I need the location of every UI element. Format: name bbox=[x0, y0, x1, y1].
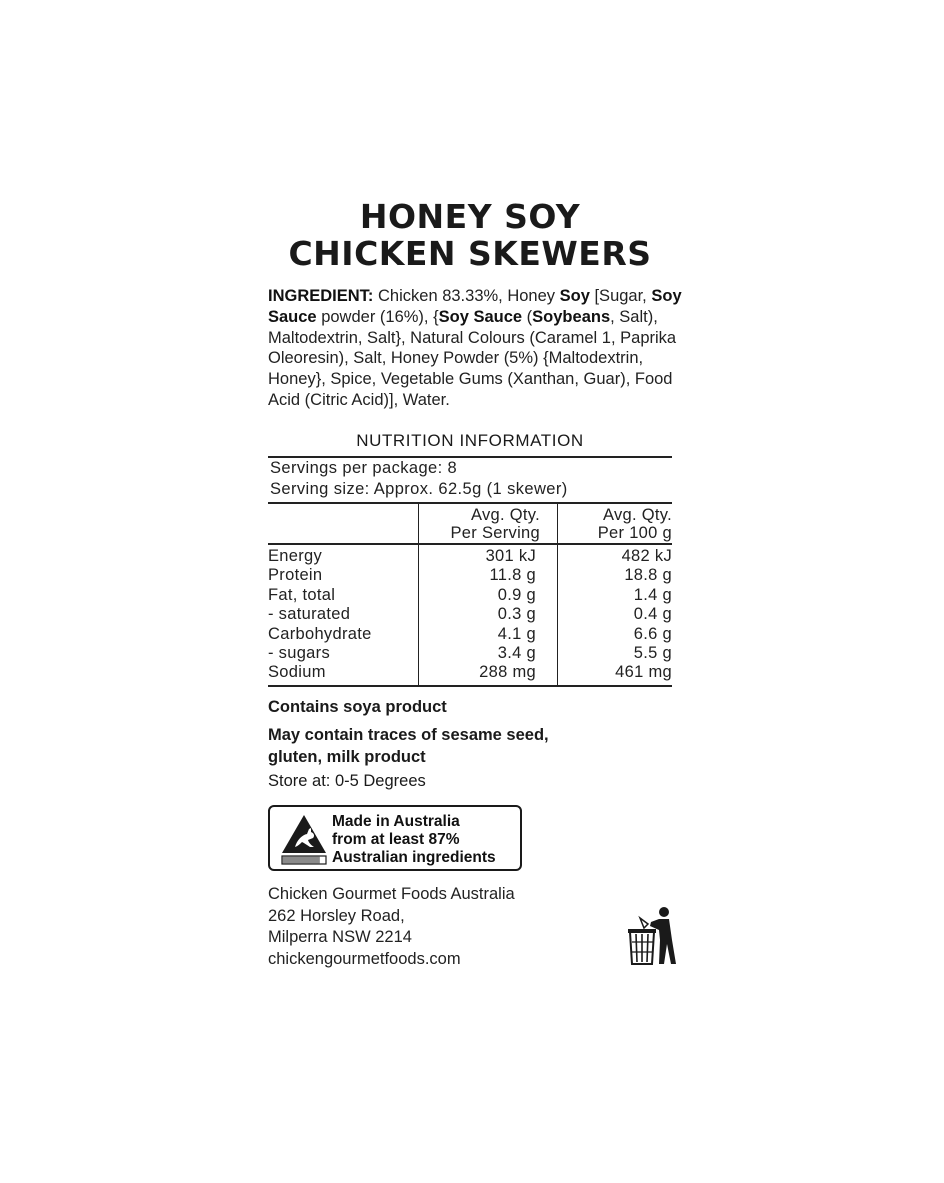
may-contain-statement bbox=[268, 724, 549, 768]
per-serving-value: 4.1 g bbox=[497, 624, 536, 643]
nutrient-label: Sodium bbox=[268, 663, 326, 682]
per-100g-value: 482 kJ bbox=[621, 547, 672, 565]
per-serving-value: 0.3 g bbox=[497, 605, 536, 624]
ingredients-text bbox=[268, 286, 698, 411]
nutrition-bottom-rule bbox=[268, 685, 672, 687]
badge-text bbox=[332, 813, 496, 867]
column-header-per-serving-line-2: Per Serving bbox=[450, 524, 540, 542]
column-header-per-serving-line-1: Avg. Qty. bbox=[470, 506, 540, 524]
nutrition-row bbox=[268, 644, 672, 663]
nutrient-label: - saturated bbox=[268, 605, 351, 624]
tidyman-bin-icon bbox=[626, 906, 680, 968]
nutrition-header-rule bbox=[268, 502, 672, 504]
kangaroo-triangle-icon bbox=[280, 813, 328, 865]
nutrition-row bbox=[268, 605, 672, 624]
per-100g-value: 1.4 g bbox=[633, 585, 672, 604]
nutrient-label: - sugars bbox=[268, 643, 331, 662]
ingredient-segment: powder (16%), { bbox=[316, 307, 439, 326]
ingredients-label: INGREDIENT: bbox=[268, 287, 374, 305]
per-serving-value: 3.4 g bbox=[497, 643, 536, 662]
column-header-per-serving bbox=[419, 506, 540, 542]
servings-per-package: Servings per package: 8 bbox=[270, 459, 458, 477]
column-header-per-100g-line-2: Per 100 g bbox=[597, 524, 672, 542]
country-of-origin-badge bbox=[268, 805, 522, 871]
product-title bbox=[268, 198, 672, 272]
storage-instructions: Store at: 0-5 Degrees bbox=[268, 772, 426, 790]
badge-line-2: from at least 87% bbox=[332, 831, 460, 848]
per-100g-value: 0.4 g bbox=[633, 605, 672, 624]
city-address: Milperra NSW 2214 bbox=[268, 928, 412, 947]
nutrition-row bbox=[268, 547, 672, 566]
street-address: 262 Horsley Road, bbox=[268, 906, 405, 925]
per-100g-value: 18.8 g bbox=[624, 566, 672, 585]
ingredient-segment: [Sugar, bbox=[589, 287, 652, 305]
ingredient-segment: , Salt), Maltodextrin, Salt}, Natural Colours (Caramel 1, Paprika Oleoresin), Salt, Honey Powder (5%) {Maltodextrin, Honey}, Spice, Vegetable Gums (Xanthan, Guar), Food Acid (Citric Acid)], Water. bbox=[268, 307, 677, 409]
nutrition-row bbox=[268, 663, 672, 682]
product-title-line-1: HONEY SOY bbox=[359, 197, 581, 236]
website: chickengourmetfoods.com bbox=[268, 949, 461, 968]
per-100g-value: 461 mg bbox=[615, 663, 672, 682]
ingredient-segment: Chicken 83.33%, Honey bbox=[373, 287, 560, 305]
column-header-per-100g bbox=[559, 506, 672, 542]
per-serving-value: 11.8 g bbox=[489, 566, 536, 585]
per-100g-value: 6.6 g bbox=[633, 624, 672, 643]
may-contain-line-1: May contain traces of sesame seed, bbox=[268, 726, 549, 744]
column-header-per-100g-line-1: Avg. Qty. bbox=[602, 506, 672, 524]
may-contain-line-2: gluten, milk product bbox=[268, 748, 426, 766]
nutrient-label: Fat, total bbox=[268, 585, 336, 604]
nutrition-row bbox=[268, 566, 672, 585]
nutrient-label: Energy bbox=[268, 547, 323, 565]
nutrient-label: Protein bbox=[268, 566, 323, 585]
product-title-line-2: CHICKEN SKEWERS bbox=[288, 234, 652, 273]
nutrition-rows bbox=[268, 547, 672, 683]
allergen-highlight: Soy Sauce bbox=[438, 307, 523, 326]
company-name: Chicken Gourmet Foods Australia bbox=[268, 885, 515, 903]
nutrient-label: Carbohydrate bbox=[268, 624, 372, 643]
allergen-highlight: Soybeans bbox=[532, 307, 611, 326]
ingredient-percent-bar bbox=[283, 857, 320, 864]
nutrition-body-rule bbox=[268, 543, 672, 545]
ingredients-body bbox=[268, 287, 682, 409]
contains-statement: Contains soya product bbox=[268, 698, 447, 716]
allergen-highlight: Soy bbox=[559, 287, 590, 305]
per-serving-value: 301 kJ bbox=[485, 547, 536, 565]
nutrition-top-rule bbox=[268, 456, 672, 458]
badge-line-3: Australian ingredients bbox=[332, 849, 496, 866]
per-serving-value: 0.9 g bbox=[497, 585, 536, 604]
nutrition-row bbox=[268, 625, 672, 644]
allergen-highlight: Soy Sauce bbox=[268, 287, 682, 326]
ingredient-segment: ( bbox=[522, 307, 533, 326]
per-100g-value: 5.5 g bbox=[633, 643, 672, 662]
serving-size: Serving size: Approx. 62.5g (1 skewer) bbox=[270, 480, 568, 498]
nutrition-heading: NUTRITION INFORMATION bbox=[356, 431, 584, 450]
per-serving-value: 288 mg bbox=[479, 663, 536, 682]
nutrition-row bbox=[268, 586, 672, 605]
badge-line-1: Made in Australia bbox=[332, 813, 460, 830]
company-address bbox=[268, 884, 515, 970]
